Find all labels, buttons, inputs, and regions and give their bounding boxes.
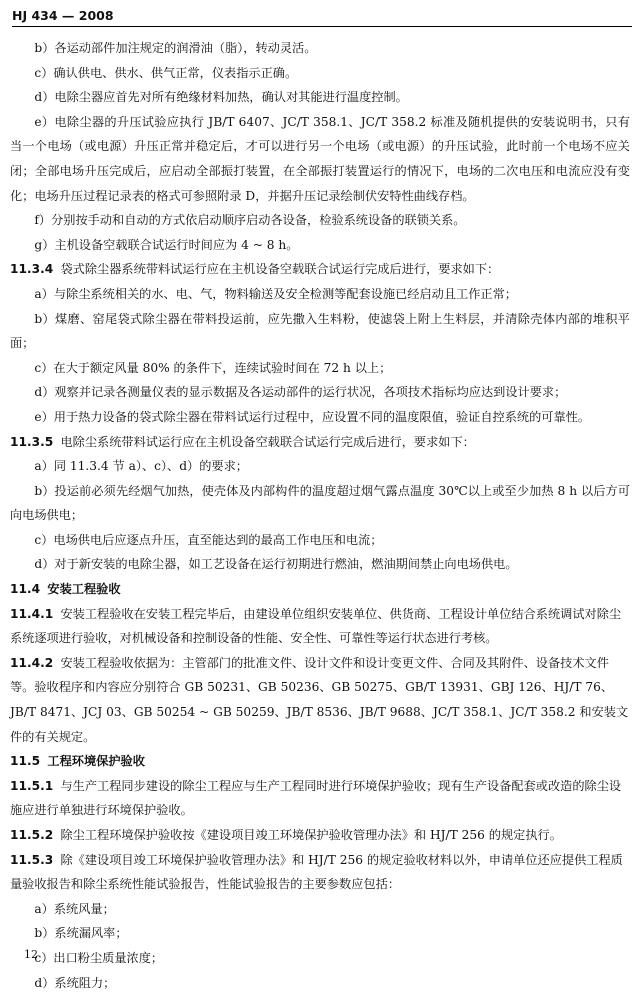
- section-number: 11.4: [10, 582, 41, 597]
- section-number: 11.5.2: [10, 828, 54, 842]
- section-title: 安装工程验收: [47, 582, 121, 597]
- section-number: 11.4.2: [10, 655, 54, 670]
- clause-text: 安装工程验收依据为：主管部门的批准文件、设计文件和设计变更文件、合同及其附件、设备技术文件等。验收程序和内容应分别符合 GB 50231、GB 50236、GB 50275、GB/T 13931、GBJ 126、HJ/T 76、JB/T 8471、JCJ 03、GB 50254 ~ GB 50259、JB/T 8536、JB/T 9688、JC/T 358.1、JC/T 358.2 和安装文件的有关规定。: [10, 655, 629, 744]
- clause-paragraph: [10, 651, 630, 749]
- clause-paragraph: [10, 430, 630, 455]
- list-item: d）系统阻力；: [34, 975, 116, 990]
- section-number: 11.3.5: [10, 434, 54, 449]
- clause-text: 与生产工程同步建设的除尘工程应与生产工程同时进行环境保护验收；现有生产设备配套或改造的除尘设施应进行单独进行环境保护验收。: [10, 778, 622, 818]
- list-item: c）在大于额定风量 80% 的条件下，连续试验时间在 72 h 以上；: [34, 360, 392, 375]
- clause-text: 袋式除尘器系统带料试运行应在主机设备空载联合试运行完成后进行，要求如下：: [60, 262, 500, 277]
- section-heading: [10, 749, 630, 774]
- document-body: [10, 36, 630, 995]
- list-item: b）煤磨、窑尾袋式除尘器在带料投运前，应先撒入生料粉，使滤袋上附上生料层，并清除壳体内部的堆积平面；: [10, 311, 630, 351]
- section-title: 工程环境保护验收: [47, 754, 145, 769]
- section-number: 11.5.3: [10, 852, 54, 867]
- list-item: b）投运前必须先经烟气加热，使壳体及内部构件的温度超过烟气露点温度 30℃以上或至少加热 8 h 以后方可向电场供电；: [10, 483, 630, 523]
- list-item: f）分别按手动和自动的方式依启动顺序启动各设备，检验系统设备的联锁关系。: [34, 213, 466, 228]
- list-item: c）确认供电、供水、供气正常，仪表指示正确。: [34, 65, 298, 80]
- clause-text: 除尘工程环境保护验收按《建设项目竣工环境保护验收管理办法》和 HJ/T 256 的规定执行。: [60, 828, 562, 842]
- list-item: a）系统风量；: [34, 901, 115, 916]
- clause-text: 除《建设项目竣工环境保护验收管理办法》和 HJ/T 256 的规定验收材料以外，申请单位还应提供工程质量验收报告和除尘系统性能试验报告，性能试验报告的主要参数应包括：: [10, 852, 623, 892]
- list-item: c）出口粉尘质量浓度；: [34, 950, 164, 965]
- list-item: e）电除尘器的升压试验应执行 JB/T 6407、JC/T 358.1、JC/T 358.2 标准及随机提供的安装说明书，只有当一个电场（或电源）升压正常并稳定后，才可以进行另一个电场（或电源）的升压试验，此时前一个电场不应关闭；全部电场升压完成后，应启动全部振打装置，在全部振打装置运行的情况下，电场的二次电压和电流应没有变化；电场升压过程记录表的格式可参照附录 D，并据升压记录绘制伏安特性曲线存档。: [10, 114, 630, 203]
- list-item: d）观察并记录各测量仪表的显示数据及各运动部件的运行状况，各项技术指标均应达到设计要求；: [34, 385, 567, 400]
- clause-paragraph: [10, 774, 630, 823]
- section-number: 11.5.1: [10, 778, 54, 793]
- list-item: g）主机设备空载联合试运行时间应为 4 ~ 8 h。: [34, 237, 299, 252]
- page-header: HJ 434 — 2008: [12, 8, 632, 27]
- section-number: 11.4.1: [10, 606, 54, 621]
- list-item: d）对于新安装的电除尘器，如工艺设备在运行初期进行燃油，燃油期间禁止向电场供电。: [34, 557, 518, 572]
- clause-text: 电除尘系统带料试运行应在主机设备空载联合试运行完成后进行，要求如下：: [60, 434, 475, 449]
- list-item: d）电除尘器应首先对所有绝缘材料加热，确认对其能进行温度控制。: [34, 90, 408, 105]
- list-item: b）各运动部件加注规定的润滑油（脂），转动灵活。: [34, 41, 317, 55]
- section-number: 11.5: [10, 754, 41, 769]
- section-number: 11.3.4: [10, 262, 54, 277]
- list-item: c）电场供电后应逐点升压，直至能达到的最高工作电压和电流；: [34, 532, 383, 547]
- clause-paragraph: [10, 848, 630, 897]
- clause-paragraph: [10, 823, 630, 848]
- list-item: e）用于热力设备的袋式除尘器在带料试运行过程中，应设置不同的温度限值，验证自控系统的可靠性。: [34, 409, 591, 424]
- list-item: b）系统漏风率；: [34, 926, 128, 941]
- clause-paragraph: [10, 257, 630, 282]
- list-item: a）与除尘系统相关的水、电、气，物料输送及安全检测等配套设施已经启动且工作正常；: [34, 286, 517, 301]
- list-item: a）同 11.3.4 节 a）、c）、d）的要求；: [34, 459, 248, 474]
- clause-text: 安装工程验收在安装工程完毕后，由建设单位组织安装单位、供货商、工程设计单位结合系统调试对除尘系统逐项进行验收，对机械设备和控制设备的性能、安全性、可靠性等运行状态进行考核。: [10, 606, 622, 646]
- page-number: 12: [24, 948, 38, 961]
- clause-paragraph: [10, 602, 630, 651]
- section-heading: [10, 577, 630, 602]
